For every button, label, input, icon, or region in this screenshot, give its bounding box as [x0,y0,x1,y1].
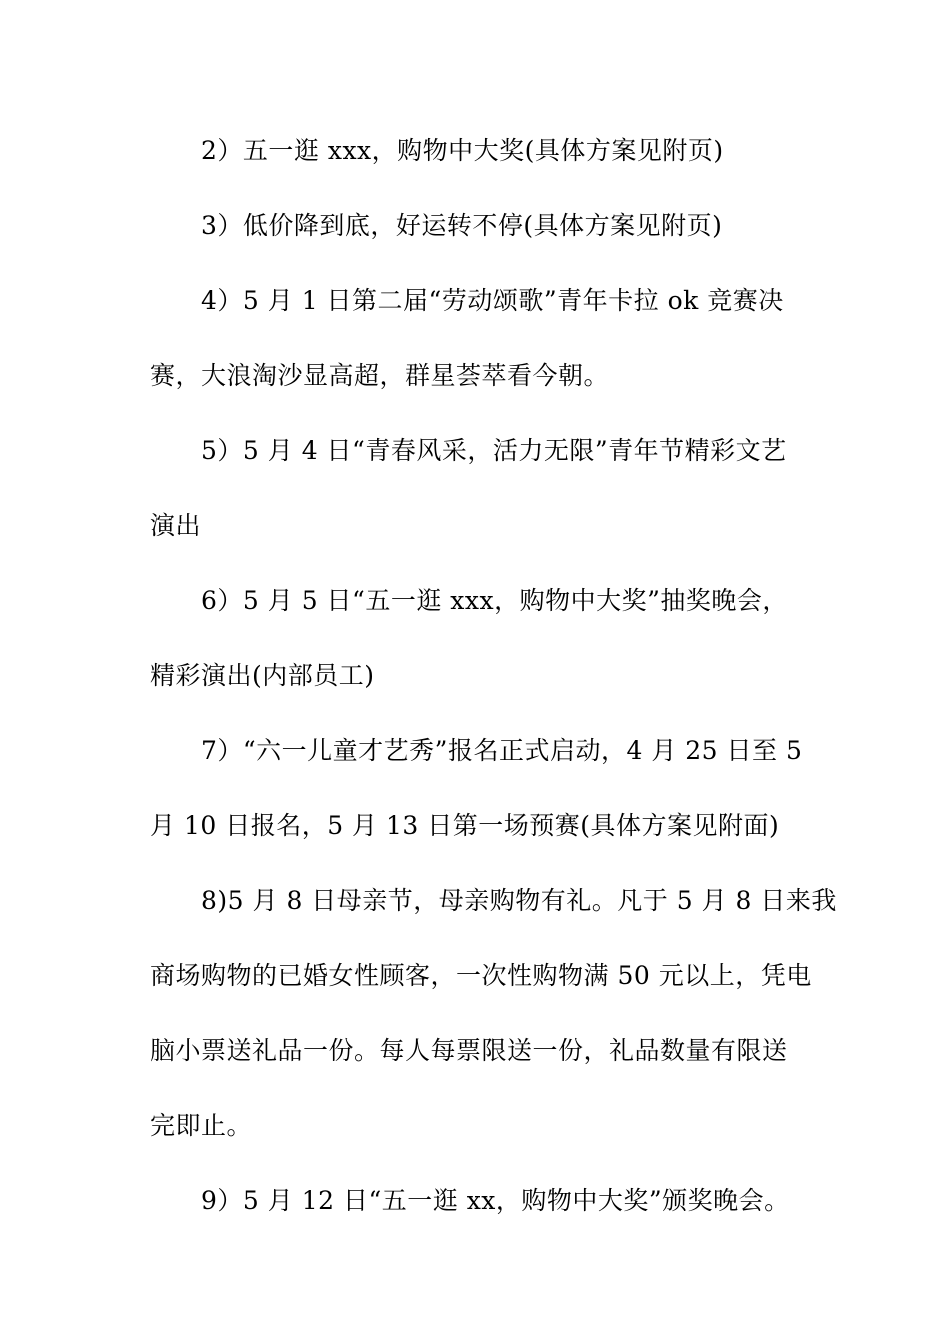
list-item-3: 3）低价降到底，好运转不停(具体方案见附页) [201,211,723,240]
list-item-6-line-1: 6）5 月 5 日“五一逛 xxx，购物中大奖”抽奖晚会， [201,586,788,615]
list-item-7-line-2: 月 10 日报名，5 月 13 日第一场预赛(具体方案见附面) [150,811,780,840]
list-item-5-line-2: 演出 [150,511,202,540]
list-item-8-line-3: 脑小票送礼品一份。每人每票限送一份，礼品数量有限送 [150,1036,788,1065]
list-item-8-line-1: 8)5 月 8 日母亲节，母亲购物有礼。凡于 5 月 8 日来我 [201,886,837,915]
list-item-8-line-4: 完即止。 [150,1111,253,1140]
list-item-4-line-2: 赛，大浪淘沙显高超，群星荟萃看今朝。 [150,361,610,390]
list-item-5-line-1: 5）5 月 4 日“青春风采，活力无限”青年节精彩文艺 [201,436,787,465]
list-item-4-line-1: 4）5 月 1 日第二届“劳动颂歌”青年卡拉 ok 竞赛决 [201,286,784,315]
list-item-2: 2）五一逛 xxx，购物中大奖(具体方案见附页) [201,136,724,165]
list-item-9: 9）5 月 12 日“五一逛 xx，购物中大奖”颁奖晚会。 [201,1186,790,1215]
list-item-7-line-1: 7）“六一儿童才艺秀”报名正式启动，4 月 25 日至 5 [201,736,803,765]
list-item-8-line-2: 商场购物的已婚女性顾客，一次性购物满 50 元以上，凭电 [150,961,812,990]
list-item-6-line-2: 精彩演出(内部员工) [150,661,375,690]
